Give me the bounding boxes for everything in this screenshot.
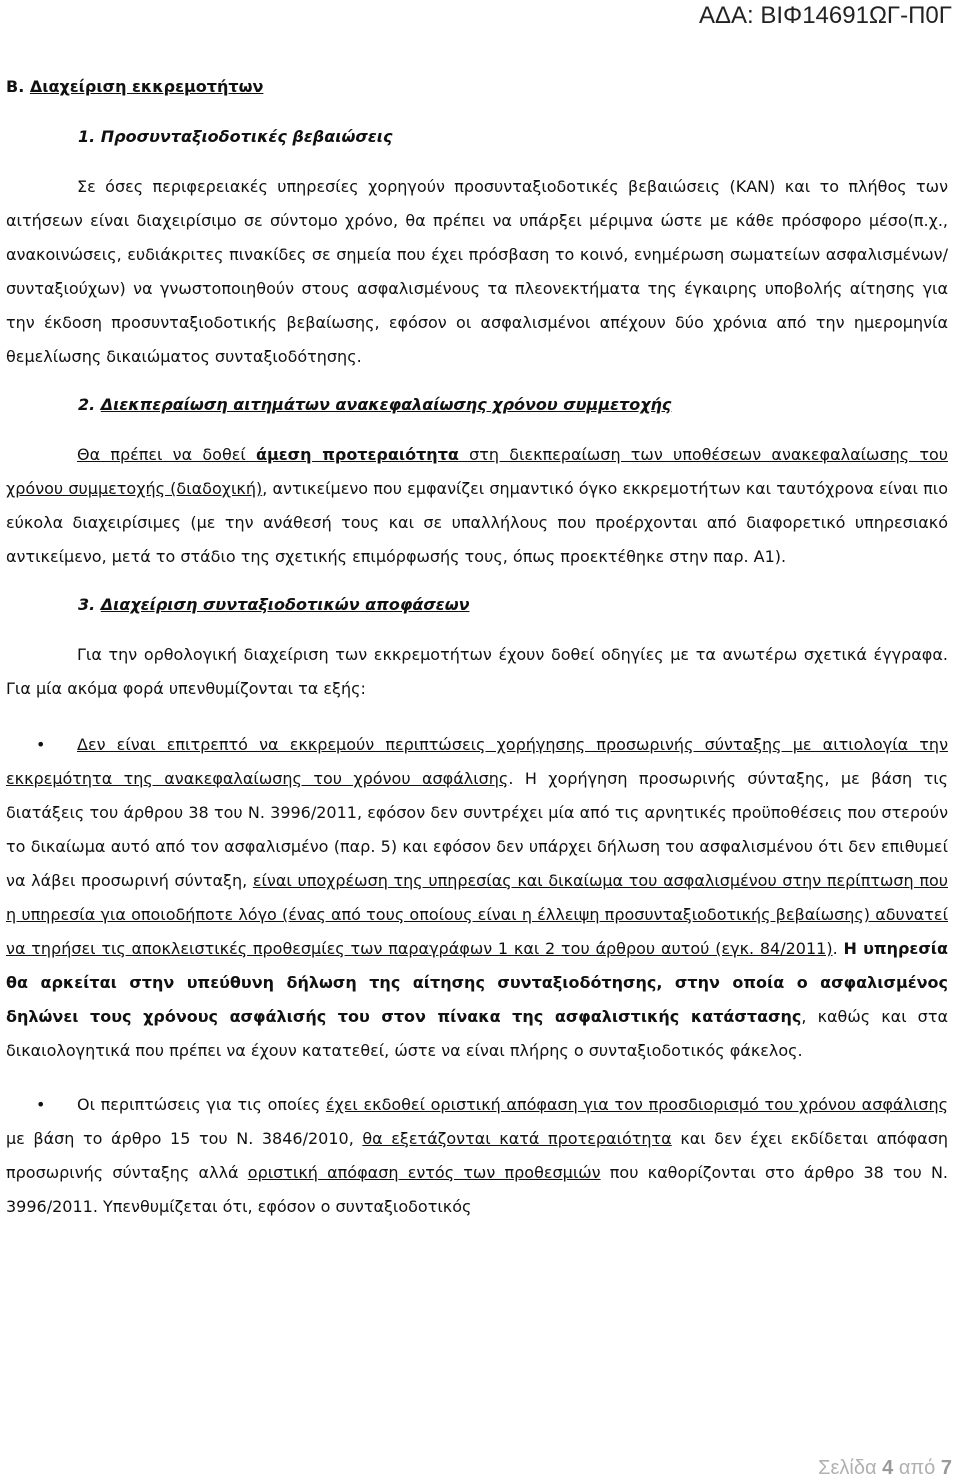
document-body [6,70,948,1224]
b1-bold: Η υπηρεσία θα αρκείται στην υπεύθυνη δήλωση της αίτησης συνταξιοδότησης, στην οποία ο ασφαλισμένος δηλώνει τους χρόνους ασφάλισής του στον πίνακα της ασφαλιστικής κατάστασης [6,939,949,1026]
footer-of: από [893,1457,941,1479]
b2-underline-1: έχει εκδοθεί οριστική απόφαση για τον προσδιορισμό του χρόνου ασφάλισης [325,1095,949,1114]
bullet-1-text [6,728,948,1068]
paragraph-3: Για την ορθολογική διαχείριση των εκκρεμοτήτων έχουν δοθεί οδηγίες με τα ανωτέρω σχετικά έγγραφα. Για μία ακόμα φορά υπενθυμίζονται τα εξής: [6,645,948,698]
section-heading [6,70,948,104]
b2-text-2: με βάση το άρθρο 15 του Ν. 3846/2010, [6,1129,363,1148]
footer-page-number: 4 [882,1457,894,1479]
paragraph-2 [6,438,948,574]
subheading-2 [78,388,948,422]
paragraph-1: Σε όσες περιφερειακές υπηρεσίες χορηγούν προσυνταξιοδοτικές βεβαιώσεις (ΚΑΝ) και το πλήθος των αιτήσεων είναι διαχειρίσιμο σε σύντομο χρόνο, θα πρέπει να υπάρξει μέριμνα ώστε με κάθε πρόσφορο μέσο(π.χ., ανακοινώσεις, ευδιάκριτες πινακίδες σε σημεία που έχει πρόσβαση το κοινό, ενημέρωση σωματείων ασφαλισμένων/συνταξιούχων) να γνωστοποιηθούν στους ασφαλισμένους τα πλεονεκτήματα της έγκαιρης υποβολής αίτησης για την έκδοση προσυνταξιοδοτικής βεβαίωσης, εφόσον οι ασφαλισμένοι απέχουν δύο χρόνια από την ημερομηνία θεμελίωσης δικαιώματος συνταξιοδότησης. [6,177,948,366]
subheading-3 [78,588,948,622]
footer-total-pages: 7 [940,1457,952,1479]
b1-underline-2: είναι υποχρέωση της υπηρεσίας και δικαίωμα του ασφαλισμένου στην περίπτωση που η υπηρεσία για οποιοδήποτε λόγο (ένας από τους οποίους είναι η έλλειψη προσυνταξιοδοτικής βεβαίωσης) αδυνατεί να τηρήσει τις αποκλειστικές προθεσμίες των παραγράφων 1 και 2 του άρθρου αυτού (εγκ. 84/2011) [6,871,948,958]
subheading-2-number: 2. [78,395,101,414]
page-footer [818,1457,952,1480]
b1-text-3: , καθώς και στα δικαιολογητικά που πρέπει να έχουν κατατεθεί, ώστε να είναι πλήρης ο συνταξιοδοτικός φάκελος. [6,1007,949,1060]
bullet-dot-icon: • [36,735,46,754]
b2-underline-3: οριστική απόφαση εντός των προθεσμιών [247,1163,601,1182]
footer-word: Σελίδα [818,1457,883,1479]
bullet-dot-icon: • [36,1095,46,1114]
p2-part-c: στη διεκπεραίωση των υποθέσεων ανακεφαλαίωσης του χρόνου συμμετοχής (διαδοχική) [6,445,948,498]
p2-part-d: , αντικείμενο που εμφανίζει σημαντικό όγκο εκκρεμοτήτων και ταυτόχρονα είναι πιο εύκολα διαχειρίσιμες (με την ανάθεσή τους και σε υπαλλήλους που προέρχονται από διαφορετικό υπηρεσιακό αντικείμενο, μετά το στάδιο της σχετικής επιμόρφωσής τους, όπως προεκτέθηκε στην παρ. Α1). [6,479,949,566]
subheading-1: 1. Προσυνταξιοδοτικές βεβαιώσεις [78,127,393,146]
p2-part-a: Θα πρέπει να δοθεί [77,445,256,464]
bullet-item-1 [6,728,948,1068]
bullet-2-text [6,1088,948,1224]
b2-text-1: Οι περιπτώσεις για τις οποίες [77,1095,326,1114]
bullet-item-2 [6,1088,948,1224]
subheading-3-title: Διαχείριση συνταξιοδοτικών αποφάσεων [100,595,470,614]
b2-text-3: και δεν έχει εκδίδεται απόφαση προσωρινής σύνταξης αλλά [6,1129,949,1182]
document-id: ΑΔΑ: ΒΙΦ14691ΩΓ-Π0Γ [699,2,952,29]
subheading-2-title: Διεκπεραίωση αιτημάτων ανακεφαλαίωσης χρόνου συμμετοχής [100,395,672,414]
b1-text-1: . Η χορήγηση προσωρινής σύνταξης, με βάση τις διατάξεις του άρθρου 38 του Ν. 3996/2011, εφόσον δεν συντρέχει μία από τις αρνητικές προϋποθέσεις που στερούν το δικαίωμα αυτό από τον ασφαλισμένο (παρ. 5) και εφόσον δεν υπάρχει δήλωση του ασφαλισμένου ότι δεν επιθυμεί να λάβει προσωρινή σύνταξη, [6,769,949,890]
subheading-3-number: 3. [78,595,101,614]
b2-underline-2: θα εξετάζονται κατά προτεραιότητα [362,1129,672,1148]
section-title: Διαχείριση εκκρεμοτήτων [29,77,264,96]
b1-text-2: . [832,939,844,958]
b1-underline-1: Δεν είναι επιτρεπτό να εκκρεμούν περιπτώσεις χορήγησης προσωρινής σύνταξης με αιτιολογία την εκκρεμότητα της ανακεφαλαίωσης του χρόνου ασφάλισης [6,735,948,788]
section-prefix: Β. [6,77,30,96]
b2-text-4: που καθορίζονται στο άρθρο 38 του Ν. 3996/2011. Υπενθυμίζεται ότι, εφόσον ο συνταξιοδοτικός [6,1163,948,1216]
p2-emphasis: άμεση προτεραιότητα [256,445,459,464]
